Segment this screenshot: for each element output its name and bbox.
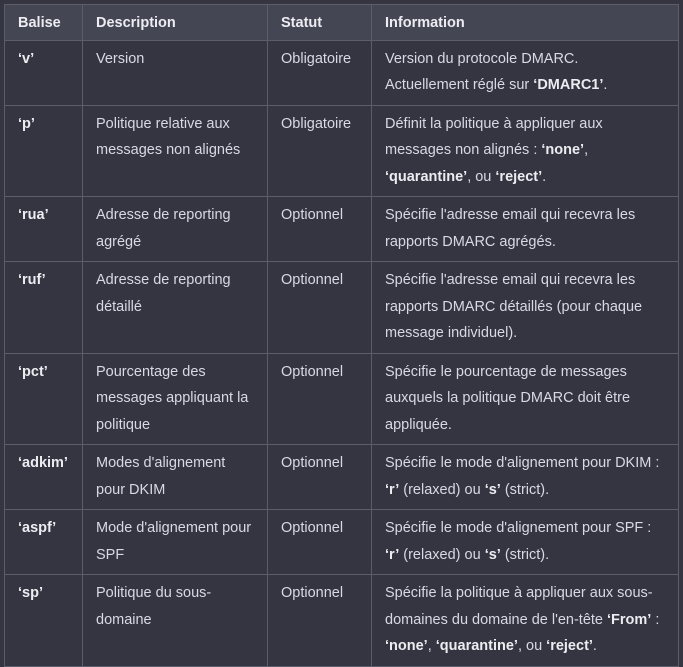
- cell-status: Obligatoire: [268, 40, 372, 105]
- info-text: (relaxed) ou: [399, 481, 485, 498]
- cell-information: [372, 105, 679, 197]
- header-information: Information: [372, 5, 679, 41]
- info-text: Version du protocole DMARC. Actuellement réglé sur: [385, 50, 579, 93]
- table-body: [5, 40, 679, 666]
- cell-status: Optionnel: [268, 353, 372, 445]
- info-keyword: ‘none’: [541, 142, 585, 158]
- info-text: Définit la politique à appliquer aux messages non alignés :: [385, 115, 603, 158]
- info-keyword: ‘r’: [385, 481, 400, 498]
- cell-description: Pourcentage des messages appliquant la politique: [83, 353, 268, 445]
- info-text: Spécifie la politique à appliquer aux sous-domaines du domaine de l'en-tête: [385, 585, 653, 628]
- cell-tag: ‘p’: [5, 105, 83, 197]
- cell-description: Modes d'alignement pour DKIM: [83, 445, 268, 510]
- cell-tag: ‘rua’: [5, 197, 83, 262]
- header-description: Description: [83, 5, 268, 41]
- info-keyword: ‘r’: [385, 546, 400, 563]
- info-text: ,: [427, 638, 436, 654]
- cell-information: [372, 262, 679, 354]
- cell-tag: ‘pct’: [5, 353, 83, 445]
- dmarc-tags-table-container: [4, 4, 678, 667]
- info-keyword: ‘none’: [385, 638, 428, 654]
- table-row: [5, 105, 679, 197]
- cell-tag: ‘adkim’: [5, 445, 83, 510]
- dmarc-tags-table: [4, 4, 679, 667]
- info-keyword: ‘reject’: [495, 168, 543, 185]
- cell-description: Adresse de reporting détaillé: [83, 262, 268, 354]
- table-row: [5, 510, 679, 575]
- header-row: [5, 5, 679, 41]
- info-text: Spécifie l'adresse email qui recevra les rapports DMARC agrégés.: [385, 207, 636, 250]
- table-row: [5, 197, 679, 262]
- table-row: [5, 445, 679, 510]
- cell-information: [372, 575, 679, 667]
- cell-description: Adresse de reporting agrégé: [83, 197, 268, 262]
- info-text: , ou: [467, 168, 496, 185]
- info-text: Spécifie l'adresse email qui recevra les rapports DMARC détaillés (pour chaque message individuel).: [385, 272, 643, 341]
- info-text: :: [651, 611, 660, 628]
- cell-information: [372, 197, 679, 262]
- cell-description: Politique relative aux messages non alignés: [83, 105, 268, 197]
- header-tag: Balise: [5, 5, 83, 41]
- info-keyword: ‘From’: [607, 611, 652, 628]
- info-keyword: ‘DMARC1’: [533, 77, 604, 93]
- table-row: [5, 575, 679, 667]
- cell-information: [372, 353, 679, 445]
- info-keyword: ‘s’: [484, 481, 501, 498]
- table-row: [5, 353, 679, 445]
- info-text: ,: [584, 142, 589, 158]
- cell-tag: ‘aspf’: [5, 510, 83, 575]
- cell-tag: ‘v’: [5, 40, 83, 105]
- info-text: .: [592, 638, 597, 654]
- cell-status: Optionnel: [268, 575, 372, 667]
- info-text: Spécifie le mode d'alignement pour DKIM :: [385, 455, 660, 471]
- info-text: .: [542, 168, 547, 185]
- info-keyword: ‘s’: [484, 546, 501, 563]
- cell-description: Version: [83, 40, 268, 105]
- header-status: Statut: [268, 5, 372, 41]
- info-text: , ou: [517, 638, 547, 654]
- info-keyword: ‘quarantine’: [435, 638, 518, 654]
- cell-tag: ‘sp’: [5, 575, 83, 667]
- cell-information: [372, 445, 679, 510]
- cell-description: Politique du sous-domaine: [83, 575, 268, 667]
- cell-status: Optionnel: [268, 445, 372, 510]
- cell-status: Optionnel: [268, 262, 372, 354]
- table-row: [5, 262, 679, 354]
- info-text: Spécifie le pourcentage de messages auxquels la politique DMARC doit être appliquée.: [385, 363, 631, 433]
- cell-status: Obligatoire: [268, 105, 372, 197]
- info-keyword: ‘reject’: [546, 638, 593, 654]
- cell-status: Optionnel: [268, 197, 372, 262]
- cell-information: [372, 40, 679, 105]
- info-text: (strict).: [500, 481, 550, 498]
- cell-status: Optionnel: [268, 510, 372, 575]
- info-text: (strict).: [500, 546, 550, 563]
- cell-information: [372, 510, 679, 575]
- table-header: [5, 5, 679, 41]
- table-row: [5, 40, 679, 105]
- info-keyword: ‘quarantine’: [385, 168, 468, 185]
- info-text: (relaxed) ou: [399, 546, 485, 563]
- info-text: Spécifie le mode d'alignement pour SPF :: [385, 520, 652, 536]
- cell-description: Mode d'alignement pour SPF: [83, 510, 268, 575]
- cell-tag: ‘ruf’: [5, 262, 83, 354]
- info-text: .: [603, 77, 608, 93]
